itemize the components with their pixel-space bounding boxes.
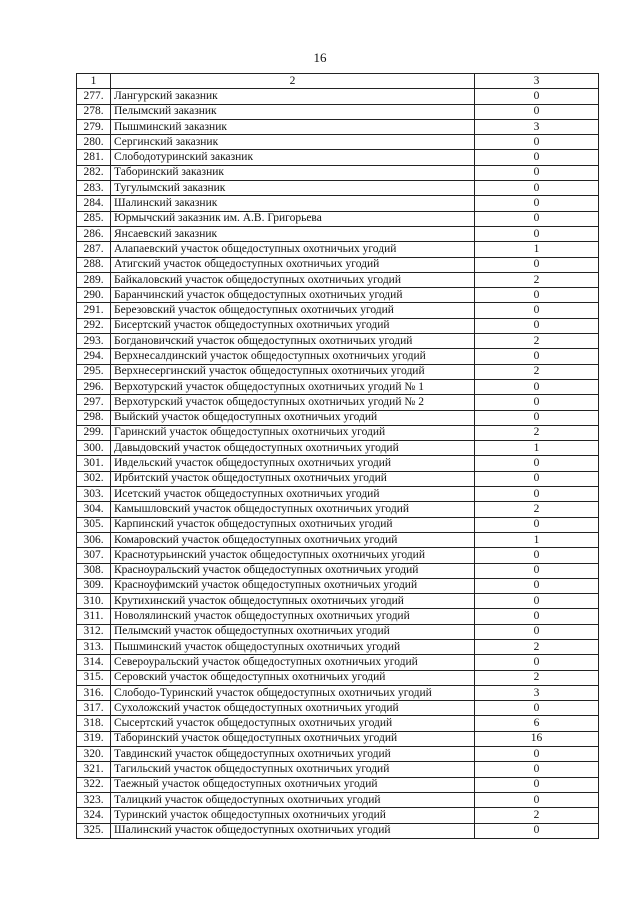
table-body — [77, 74, 599, 839]
row-value: 0 — [475, 257, 599, 272]
row-name: Краснотурьинский участок общедоступных охотничьих угодий — [111, 548, 475, 563]
row-number: 293. — [77, 334, 111, 349]
row-value: 3 — [475, 119, 599, 134]
row-name: Богдановичский участок общедоступных охотничьих угодий — [111, 334, 475, 349]
table-row — [77, 502, 599, 517]
table-row — [77, 563, 599, 578]
row-name: Верхнесалдинский участок общедоступных охотничьих угодий — [111, 349, 475, 364]
row-name: Верхнесергинский участок общедоступных охотничьих угодий — [111, 364, 475, 379]
row-value: 0 — [475, 548, 599, 563]
row-name: Таежный участок общедоступных охотничьих угодий — [111, 777, 475, 792]
row-value: 0 — [475, 655, 599, 670]
row-name: Тугулымский заказник — [111, 181, 475, 196]
row-name: Ивдельский участок общедоступных охотничьих угодий — [111, 456, 475, 471]
row-number: 322. — [77, 777, 111, 792]
table-row — [77, 196, 599, 211]
row-value: 1 — [475, 441, 599, 456]
row-name: Таборинский участок общедоступных охотничьих угодий — [111, 731, 475, 746]
row-name: Лангурский заказник — [111, 89, 475, 104]
row-number: 285. — [77, 211, 111, 226]
table-row — [77, 334, 599, 349]
row-name: Тагильский участок общедоступных охотничьих угодий — [111, 762, 475, 777]
table-row — [77, 777, 599, 792]
row-name: Сысертский участок общедоступных охотничьих угодий — [111, 716, 475, 731]
row-number: 289. — [77, 272, 111, 287]
table-row — [77, 89, 599, 104]
row-name: Алапаевский участок общедоступных охотничьих угодий — [111, 242, 475, 257]
row-name: Красноуфимский участок общедоступных охотничьих угодий — [111, 578, 475, 593]
row-name: Красноуральский участок общедоступных охотничьих угодий — [111, 563, 475, 578]
row-value: 0 — [475, 609, 599, 624]
row-value: 0 — [475, 578, 599, 593]
row-value: 0 — [475, 104, 599, 119]
table-row — [77, 410, 599, 425]
table-row — [77, 104, 599, 119]
table-row — [77, 548, 599, 563]
row-name: Пышминский участок общедоступных охотничьих угодий — [111, 639, 475, 654]
table-row — [77, 349, 599, 364]
table-row — [77, 685, 599, 700]
row-value: 2 — [475, 425, 599, 440]
table-row — [77, 379, 599, 394]
table-row — [77, 762, 599, 777]
page-number: 16 — [313, 50, 327, 65]
table-row — [77, 395, 599, 410]
row-value: 0 — [475, 456, 599, 471]
row-value: 0 — [475, 823, 599, 838]
row-number: 324. — [77, 808, 111, 823]
row-number: 314. — [77, 655, 111, 670]
row-number: 283. — [77, 181, 111, 196]
row-number: 295. — [77, 364, 111, 379]
table-row — [77, 823, 599, 838]
row-name: Исетский участок общедоступных охотничьих угодий — [111, 487, 475, 502]
row-number: 286. — [77, 226, 111, 241]
row-number: 294. — [77, 349, 111, 364]
table-row — [77, 441, 599, 456]
row-name: Комаровский участок общедоступных охотничьих угодий — [111, 532, 475, 547]
row-name: Пелымский заказник — [111, 104, 475, 119]
table-row — [77, 624, 599, 639]
row-name: Верхотурский участок общедоступных охотничьих угодий № 2 — [111, 395, 475, 410]
table-row — [77, 425, 599, 440]
row-number: 301. — [77, 456, 111, 471]
row-value: 0 — [475, 624, 599, 639]
row-value: 0 — [475, 517, 599, 532]
table-row — [77, 181, 599, 196]
row-name: Выйский участок общедоступных охотничьих угодий — [111, 410, 475, 425]
row-number: 298. — [77, 410, 111, 425]
row-number: 302. — [77, 471, 111, 486]
row-number: 321. — [77, 762, 111, 777]
table-row — [77, 808, 599, 823]
row-name: Таборинский заказник — [111, 165, 475, 180]
column-header-number: 1 — [77, 74, 111, 89]
row-name: Юрмычский заказник им. А.В. Григорьева — [111, 211, 475, 226]
row-value: 16 — [475, 731, 599, 746]
row-value: 0 — [475, 762, 599, 777]
row-name: Новолялинский участок общедоступных охотничьих угодий — [111, 609, 475, 624]
row-name: Шалинский участок общедоступных охотничьих угодий — [111, 823, 475, 838]
row-name: Талицкий участок общедоступных охотничьих угодий — [111, 792, 475, 807]
row-value: 0 — [475, 487, 599, 502]
table-row — [77, 609, 599, 624]
row-name: Туринский участок общедоступных охотничьих угодий — [111, 808, 475, 823]
table-row — [77, 272, 599, 287]
row-number: 317. — [77, 701, 111, 716]
row-number: 316. — [77, 685, 111, 700]
row-number: 313. — [77, 639, 111, 654]
row-value: 0 — [475, 379, 599, 394]
row-value: 1 — [475, 532, 599, 547]
row-value: 2 — [475, 670, 599, 685]
row-name: Ирбитский участок общедоступных охотничьих угодий — [111, 471, 475, 486]
table-row — [77, 242, 599, 257]
row-number: 280. — [77, 135, 111, 150]
table-row — [77, 517, 599, 532]
table-row — [77, 731, 599, 746]
row-value: 0 — [475, 563, 599, 578]
row-value: 0 — [475, 777, 599, 792]
row-number: 320. — [77, 747, 111, 762]
row-name: Баранчинский участок общедоступных охотничьих угодий — [111, 288, 475, 303]
row-number: 312. — [77, 624, 111, 639]
table-row — [77, 303, 599, 318]
table-row — [77, 119, 599, 134]
row-name: Сергинский заказник — [111, 135, 475, 150]
row-value: 2 — [475, 272, 599, 287]
row-number: 277. — [77, 89, 111, 104]
row-name: Гаринский участок общедоступных охотничьих угодий — [111, 425, 475, 440]
hunting-grounds-table — [76, 73, 599, 839]
row-number: 282. — [77, 165, 111, 180]
row-value: 0 — [475, 135, 599, 150]
row-name: Карпинский участок общедоступных охотничьих угодий — [111, 517, 475, 532]
table-row — [77, 135, 599, 150]
row-value: 2 — [475, 639, 599, 654]
row-name: Слободо-Туринский участок общедоступных охотничьих угодий — [111, 685, 475, 700]
table-row — [77, 165, 599, 180]
table-row — [77, 456, 599, 471]
column-header-value: 3 — [475, 74, 599, 89]
row-value: 2 — [475, 364, 599, 379]
row-name: Верхотурский участок общедоступных охотничьих угодий № 1 — [111, 379, 475, 394]
row-value: 0 — [475, 349, 599, 364]
row-number: 292. — [77, 318, 111, 333]
row-name: Янсаевский заказник — [111, 226, 475, 241]
row-value: 0 — [475, 792, 599, 807]
row-value: 0 — [475, 226, 599, 241]
row-number: 303. — [77, 487, 111, 502]
table-row — [77, 318, 599, 333]
row-value: 0 — [475, 318, 599, 333]
table-row — [77, 150, 599, 165]
table-row — [77, 364, 599, 379]
row-value: 2 — [475, 334, 599, 349]
table-row — [77, 655, 599, 670]
row-name: Атигский участок общедоступных охотничьих угодий — [111, 257, 475, 272]
row-name: Березовский участок общедоступных охотничьих угодий — [111, 303, 475, 318]
row-number: 309. — [77, 578, 111, 593]
table-row — [77, 471, 599, 486]
row-value: 0 — [475, 211, 599, 226]
table-row — [77, 288, 599, 303]
row-number: 325. — [77, 823, 111, 838]
row-number: 310. — [77, 594, 111, 609]
table-row — [77, 701, 599, 716]
table-row — [77, 594, 599, 609]
table-row — [77, 716, 599, 731]
table-row — [77, 578, 599, 593]
row-value: 0 — [475, 395, 599, 410]
row-value: 0 — [475, 89, 599, 104]
row-value: 0 — [475, 594, 599, 609]
row-name: Бисертский участок общедоступных охотничьих угодий — [111, 318, 475, 333]
row-number: 318. — [77, 716, 111, 731]
table-row — [77, 639, 599, 654]
row-value: 0 — [475, 150, 599, 165]
row-name: Тавдинский участок общедоступных охотничьих угодий — [111, 747, 475, 762]
table-row — [77, 211, 599, 226]
row-value: 0 — [475, 288, 599, 303]
row-number: 299. — [77, 425, 111, 440]
row-number: 284. — [77, 196, 111, 211]
row-name: Североуральский участок общедоступных охотничьих угодий — [111, 655, 475, 670]
row-name: Крутихинский участок общедоступных охотничьих угодий — [111, 594, 475, 609]
row-number: 296. — [77, 379, 111, 394]
row-value: 0 — [475, 303, 599, 318]
row-number: 290. — [77, 288, 111, 303]
table-header-row — [77, 74, 599, 89]
row-name: Давыдовский участок общедоступных охотничьих угодий — [111, 441, 475, 456]
row-number: 315. — [77, 670, 111, 685]
row-value: 0 — [475, 747, 599, 762]
row-value: 3 — [475, 685, 599, 700]
row-value: 0 — [475, 181, 599, 196]
row-name: Слободотуринский заказник — [111, 150, 475, 165]
row-value: 0 — [475, 196, 599, 211]
row-number: 323. — [77, 792, 111, 807]
row-value: 0 — [475, 701, 599, 716]
row-value: 1 — [475, 242, 599, 257]
row-value: 0 — [475, 471, 599, 486]
row-name: Пышминский заказник — [111, 119, 475, 134]
row-number: 308. — [77, 563, 111, 578]
table-row — [77, 257, 599, 272]
table-row — [77, 792, 599, 807]
row-name: Шалинский заказник — [111, 196, 475, 211]
table-row — [77, 747, 599, 762]
row-number: 297. — [77, 395, 111, 410]
row-number: 278. — [77, 104, 111, 119]
table-row — [77, 226, 599, 241]
row-number: 307. — [77, 548, 111, 563]
row-number: 306. — [77, 532, 111, 547]
row-number: 304. — [77, 502, 111, 517]
row-number: 279. — [77, 119, 111, 134]
row-value: 0 — [475, 165, 599, 180]
row-name: Сухоложский участок общедоступных охотничьих угодий — [111, 701, 475, 716]
row-value: 2 — [475, 808, 599, 823]
row-name: Камышловский участок общедоступных охотничьих угодий — [111, 502, 475, 517]
row-value: 2 — [475, 502, 599, 517]
row-number: 281. — [77, 150, 111, 165]
row-number: 291. — [77, 303, 111, 318]
row-name: Пелымский участок общедоступных охотничьих угодий — [111, 624, 475, 639]
row-number: 319. — [77, 731, 111, 746]
row-number: 287. — [77, 242, 111, 257]
table-row — [77, 487, 599, 502]
row-name: Серовский участок общедоступных охотничьих угодий — [111, 670, 475, 685]
row-value: 0 — [475, 410, 599, 425]
row-number: 305. — [77, 517, 111, 532]
row-name: Байкаловский участок общедоступных охотничьих угодий — [111, 272, 475, 287]
column-header-name: 2 — [111, 74, 475, 89]
row-value: 6 — [475, 716, 599, 731]
table-row — [77, 670, 599, 685]
row-number: 300. — [77, 441, 111, 456]
row-number: 288. — [77, 257, 111, 272]
table-row — [77, 532, 599, 547]
row-number: 311. — [77, 609, 111, 624]
